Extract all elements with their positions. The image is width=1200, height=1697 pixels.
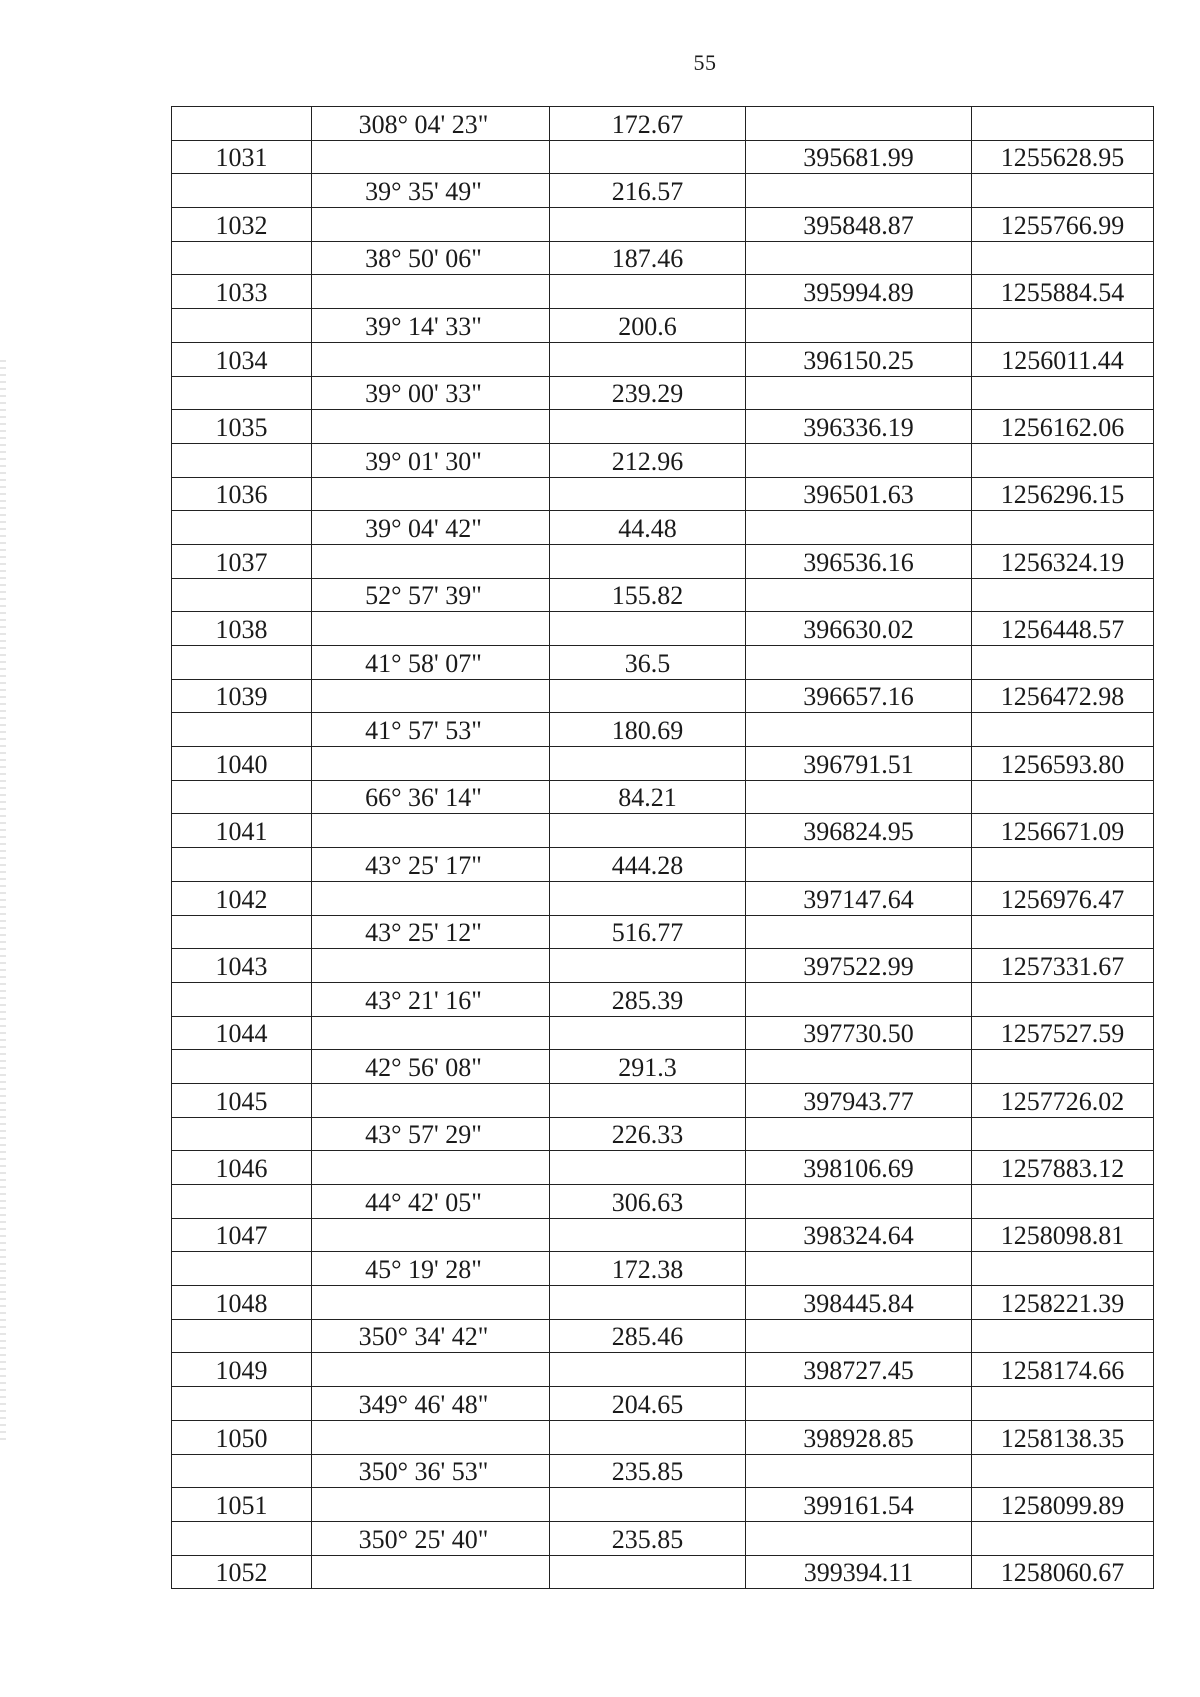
distance-cell: 291.3	[550, 1050, 746, 1084]
easting-cell: 1256296.15	[972, 477, 1154, 511]
easting-cell	[972, 713, 1154, 747]
station-row	[172, 275, 1154, 309]
easting-cell: 1258174.66	[972, 1353, 1154, 1387]
bearing-cell: 350° 25' 40"	[312, 1521, 550, 1555]
northing-cell	[746, 1319, 972, 1353]
bearing-cell: 308° 04' 23"	[312, 107, 550, 141]
northing-cell	[746, 646, 972, 680]
distance-cell	[550, 544, 746, 578]
distance-cell	[550, 275, 746, 309]
bearing-cell: 41° 58' 07"	[312, 646, 550, 680]
scan-edge-artifact	[0, 360, 6, 1440]
easting-cell	[972, 1252, 1154, 1286]
station-cell	[172, 107, 312, 141]
station-row	[172, 679, 1154, 713]
station-cell: 1048	[172, 1286, 312, 1320]
leg-row	[172, 780, 1154, 814]
station-cell: 1033	[172, 275, 312, 309]
distance-cell	[550, 1016, 746, 1050]
distance-cell: 204.65	[550, 1387, 746, 1421]
distance-cell	[550, 1083, 746, 1117]
station-cell	[172, 1454, 312, 1488]
northing-cell	[746, 1521, 972, 1555]
easting-cell: 1255884.54	[972, 275, 1154, 309]
northing-cell	[746, 1387, 972, 1421]
bearing-cell: 350° 34' 42"	[312, 1319, 550, 1353]
station-row	[172, 1286, 1154, 1320]
northing-cell: 397522.99	[746, 949, 972, 983]
station-cell	[172, 1185, 312, 1219]
northing-cell	[746, 1050, 972, 1084]
northing-cell: 397147.64	[746, 881, 972, 915]
easting-cell: 1255628.95	[972, 140, 1154, 174]
northing-cell	[746, 1252, 972, 1286]
station-cell	[172, 1387, 312, 1421]
bearing-cell: 43° 21' 16"	[312, 982, 550, 1016]
table-body	[172, 107, 1154, 1589]
distance-cell: 172.38	[550, 1252, 746, 1286]
easting-cell: 1255766.99	[972, 208, 1154, 242]
easting-cell	[972, 1454, 1154, 1488]
bearing-cell	[312, 342, 550, 376]
station-cell	[172, 780, 312, 814]
easting-cell: 1257331.67	[972, 949, 1154, 983]
station-cell: 1045	[172, 1083, 312, 1117]
station-cell	[172, 511, 312, 545]
easting-cell	[972, 982, 1154, 1016]
northing-cell: 397943.77	[746, 1083, 972, 1117]
easting-cell: 1258138.35	[972, 1420, 1154, 1454]
leg-row	[172, 646, 1154, 680]
northing-cell	[746, 578, 972, 612]
bearing-cell: 52° 57' 39"	[312, 578, 550, 612]
station-cell	[172, 713, 312, 747]
easting-cell	[972, 1117, 1154, 1151]
station-cell	[172, 174, 312, 208]
station-cell: 1031	[172, 140, 312, 174]
station-row	[172, 1353, 1154, 1387]
station-row	[172, 1083, 1154, 1117]
station-cell: 1041	[172, 814, 312, 848]
leg-row	[172, 848, 1154, 882]
bearing-cell	[312, 275, 550, 309]
bearing-cell: 39° 00' 33"	[312, 376, 550, 410]
northing-cell	[746, 915, 972, 949]
easting-cell: 1258221.39	[972, 1286, 1154, 1320]
easting-cell: 1256472.98	[972, 679, 1154, 713]
station-row	[172, 1016, 1154, 1050]
northing-cell	[746, 376, 972, 410]
distance-cell	[550, 208, 746, 242]
station-row	[172, 949, 1154, 983]
distance-cell	[550, 1218, 746, 1252]
easting-cell: 1257883.12	[972, 1151, 1154, 1185]
station-row	[172, 544, 1154, 578]
northing-cell	[746, 511, 972, 545]
station-row	[172, 140, 1154, 174]
northing-cell: 396501.63	[746, 477, 972, 511]
bearing-cell	[312, 544, 550, 578]
bearing-cell	[312, 747, 550, 781]
distance-cell: 444.28	[550, 848, 746, 882]
northing-cell: 397730.50	[746, 1016, 972, 1050]
station-cell: 1050	[172, 1420, 312, 1454]
northing-cell	[746, 780, 972, 814]
easting-cell: 1258098.81	[972, 1218, 1154, 1252]
distance-cell: 155.82	[550, 578, 746, 612]
bearing-cell	[312, 612, 550, 646]
bearing-cell	[312, 949, 550, 983]
northing-cell: 396791.51	[746, 747, 972, 781]
station-cell: 1042	[172, 881, 312, 915]
bearing-cell: 39° 01' 30"	[312, 443, 550, 477]
leg-row	[172, 1252, 1154, 1286]
bearing-cell: 42° 56' 08"	[312, 1050, 550, 1084]
easting-cell: 1256448.57	[972, 612, 1154, 646]
northing-cell: 395681.99	[746, 140, 972, 174]
bearing-cell	[312, 814, 550, 848]
station-cell: 1044	[172, 1016, 312, 1050]
distance-cell: 212.96	[550, 443, 746, 477]
bearing-cell: 349° 46' 48"	[312, 1387, 550, 1421]
leg-row	[172, 1050, 1154, 1084]
bearing-cell	[312, 679, 550, 713]
bearing-cell	[312, 1488, 550, 1522]
distance-cell: 180.69	[550, 713, 746, 747]
northing-cell	[746, 443, 972, 477]
bearing-cell	[312, 1016, 550, 1050]
station-cell: 1039	[172, 679, 312, 713]
distance-cell: 516.77	[550, 915, 746, 949]
bearing-cell: 44° 42' 05"	[312, 1185, 550, 1219]
bearing-cell	[312, 881, 550, 915]
easting-cell	[972, 241, 1154, 275]
easting-cell: 1256162.06	[972, 410, 1154, 444]
easting-cell	[972, 915, 1154, 949]
easting-cell	[972, 1185, 1154, 1219]
bearing-cell	[312, 1555, 550, 1589]
leg-row	[172, 107, 1154, 141]
bearing-cell: 45° 19' 28"	[312, 1252, 550, 1286]
bearing-cell	[312, 1420, 550, 1454]
bearing-cell: 39° 14' 33"	[312, 309, 550, 343]
station-cell: 1046	[172, 1151, 312, 1185]
distance-cell	[550, 1353, 746, 1387]
northing-cell: 398324.64	[746, 1218, 972, 1252]
easting-cell: 1256593.80	[972, 747, 1154, 781]
leg-row	[172, 309, 1154, 343]
leg-row	[172, 511, 1154, 545]
distance-cell	[550, 410, 746, 444]
leg-row	[172, 1117, 1154, 1151]
northing-cell	[746, 848, 972, 882]
leg-row	[172, 578, 1154, 612]
distance-cell	[550, 1488, 746, 1522]
easting-cell: 1256011.44	[972, 342, 1154, 376]
bearing-cell	[312, 1218, 550, 1252]
easting-cell	[972, 309, 1154, 343]
distance-cell	[550, 140, 746, 174]
distance-cell	[550, 1286, 746, 1320]
northing-cell: 396336.19	[746, 410, 972, 444]
bearing-cell: 39° 35' 49"	[312, 174, 550, 208]
station-cell: 1036	[172, 477, 312, 511]
station-cell: 1052	[172, 1555, 312, 1589]
station-cell: 1038	[172, 612, 312, 646]
easting-cell: 1258099.89	[972, 1488, 1154, 1522]
bearing-cell	[312, 1083, 550, 1117]
bearing-cell: 43° 25' 12"	[312, 915, 550, 949]
easting-cell	[972, 780, 1154, 814]
station-row	[172, 1555, 1154, 1589]
easting-cell: 1257726.02	[972, 1083, 1154, 1117]
distance-cell: 285.39	[550, 982, 746, 1016]
distance-cell: 306.63	[550, 1185, 746, 1219]
station-row	[172, 881, 1154, 915]
bearing-cell	[312, 410, 550, 444]
distance-cell: 172.67	[550, 107, 746, 141]
distance-cell: 239.29	[550, 376, 746, 410]
distance-cell: 187.46	[550, 241, 746, 275]
easting-cell	[972, 1050, 1154, 1084]
easting-cell: 1256324.19	[972, 544, 1154, 578]
distance-cell: 44.48	[550, 511, 746, 545]
northing-cell	[746, 982, 972, 1016]
easting-cell	[972, 1521, 1154, 1555]
station-cell: 1032	[172, 208, 312, 242]
easting-cell: 1256976.47	[972, 881, 1154, 915]
northing-cell	[746, 1454, 972, 1488]
northing-cell	[746, 713, 972, 747]
distance-cell	[550, 342, 746, 376]
distance-cell	[550, 1151, 746, 1185]
station-cell	[172, 1117, 312, 1151]
northing-cell: 396630.02	[746, 612, 972, 646]
bearing-cell	[312, 1286, 550, 1320]
northing-cell: 399161.54	[746, 1488, 972, 1522]
easting-cell	[972, 1319, 1154, 1353]
northing-cell: 398445.84	[746, 1286, 972, 1320]
station-cell	[172, 1252, 312, 1286]
station-row	[172, 814, 1154, 848]
distance-cell	[550, 881, 746, 915]
distance-cell: 36.5	[550, 646, 746, 680]
station-row	[172, 477, 1154, 511]
distance-cell	[550, 1555, 746, 1589]
northing-cell: 395848.87	[746, 208, 972, 242]
northing-cell	[746, 1117, 972, 1151]
leg-row	[172, 174, 1154, 208]
distance-cell	[550, 1420, 746, 1454]
leg-row	[172, 1185, 1154, 1219]
station-row	[172, 612, 1154, 646]
northing-cell	[746, 107, 972, 141]
station-row	[172, 208, 1154, 242]
northing-cell: 396150.25	[746, 342, 972, 376]
northing-cell	[746, 1185, 972, 1219]
station-cell: 1043	[172, 949, 312, 983]
station-cell: 1034	[172, 342, 312, 376]
distance-cell: 235.85	[550, 1521, 746, 1555]
station-row	[172, 342, 1154, 376]
distance-cell	[550, 949, 746, 983]
leg-row	[172, 1454, 1154, 1488]
leg-row	[172, 915, 1154, 949]
station-cell: 1040	[172, 747, 312, 781]
station-cell	[172, 1521, 312, 1555]
northing-cell	[746, 309, 972, 343]
station-cell	[172, 848, 312, 882]
bearing-cell: 38° 50' 06"	[312, 241, 550, 275]
northing-cell: 398106.69	[746, 1151, 972, 1185]
distance-cell: 235.85	[550, 1454, 746, 1488]
station-cell: 1047	[172, 1218, 312, 1252]
leg-row	[172, 982, 1154, 1016]
station-row	[172, 1218, 1154, 1252]
northing-cell: 396536.16	[746, 544, 972, 578]
northing-cell: 395994.89	[746, 275, 972, 309]
station-cell	[172, 309, 312, 343]
distance-cell	[550, 814, 746, 848]
bearing-cell	[312, 477, 550, 511]
station-row	[172, 1420, 1154, 1454]
bearing-cell: 43° 25' 17"	[312, 848, 550, 882]
distance-cell: 216.57	[550, 174, 746, 208]
easting-cell	[972, 646, 1154, 680]
distance-cell: 84.21	[550, 780, 746, 814]
bearing-cell	[312, 1151, 550, 1185]
bearing-cell	[312, 1353, 550, 1387]
easting-cell	[972, 848, 1154, 882]
station-cell	[172, 1319, 312, 1353]
station-row	[172, 410, 1154, 444]
easting-cell	[972, 174, 1154, 208]
station-row	[172, 747, 1154, 781]
station-cell	[172, 376, 312, 410]
leg-row	[172, 241, 1154, 275]
northing-cell	[746, 174, 972, 208]
easting-cell: 1257527.59	[972, 1016, 1154, 1050]
bearing-cell: 66° 36' 14"	[312, 780, 550, 814]
station-row	[172, 1151, 1154, 1185]
station-cell	[172, 241, 312, 275]
distance-cell: 226.33	[550, 1117, 746, 1151]
distance-cell	[550, 679, 746, 713]
station-cell: 1051	[172, 1488, 312, 1522]
easting-cell	[972, 578, 1154, 612]
page-number: 55	[693, 50, 717, 75]
leg-row	[172, 713, 1154, 747]
survey-traverse-table	[171, 106, 1154, 1589]
bearing-cell: 39° 04' 42"	[312, 511, 550, 545]
easting-cell	[972, 376, 1154, 410]
leg-row	[172, 376, 1154, 410]
northing-cell: 398727.45	[746, 1353, 972, 1387]
station-cell	[172, 646, 312, 680]
station-cell	[172, 1050, 312, 1084]
distance-cell	[550, 612, 746, 646]
bearing-cell	[312, 140, 550, 174]
station-cell	[172, 578, 312, 612]
northing-cell: 398928.85	[746, 1420, 972, 1454]
station-cell	[172, 982, 312, 1016]
easting-cell	[972, 443, 1154, 477]
easting-cell	[972, 107, 1154, 141]
leg-row	[172, 1521, 1154, 1555]
northing-cell: 396657.16	[746, 679, 972, 713]
northing-cell: 396824.95	[746, 814, 972, 848]
bearing-cell: 41° 57' 53"	[312, 713, 550, 747]
easting-cell: 1256671.09	[972, 814, 1154, 848]
bearing-cell: 350° 36' 53"	[312, 1454, 550, 1488]
northing-cell: 399394.11	[746, 1555, 972, 1589]
station-cell	[172, 915, 312, 949]
distance-cell	[550, 477, 746, 511]
easting-cell: 1258060.67	[972, 1555, 1154, 1589]
leg-row	[172, 1387, 1154, 1421]
leg-row	[172, 443, 1154, 477]
distance-cell: 285.46	[550, 1319, 746, 1353]
bearing-cell	[312, 208, 550, 242]
leg-row	[172, 1319, 1154, 1353]
northing-cell	[746, 241, 972, 275]
bearing-cell: 43° 57' 29"	[312, 1117, 550, 1151]
distance-cell: 200.6	[550, 309, 746, 343]
easting-cell	[972, 1387, 1154, 1421]
station-cell: 1037	[172, 544, 312, 578]
station-cell: 1049	[172, 1353, 312, 1387]
station-cell: 1035	[172, 410, 312, 444]
easting-cell	[972, 511, 1154, 545]
distance-cell	[550, 747, 746, 781]
station-cell	[172, 443, 312, 477]
station-row	[172, 1488, 1154, 1522]
